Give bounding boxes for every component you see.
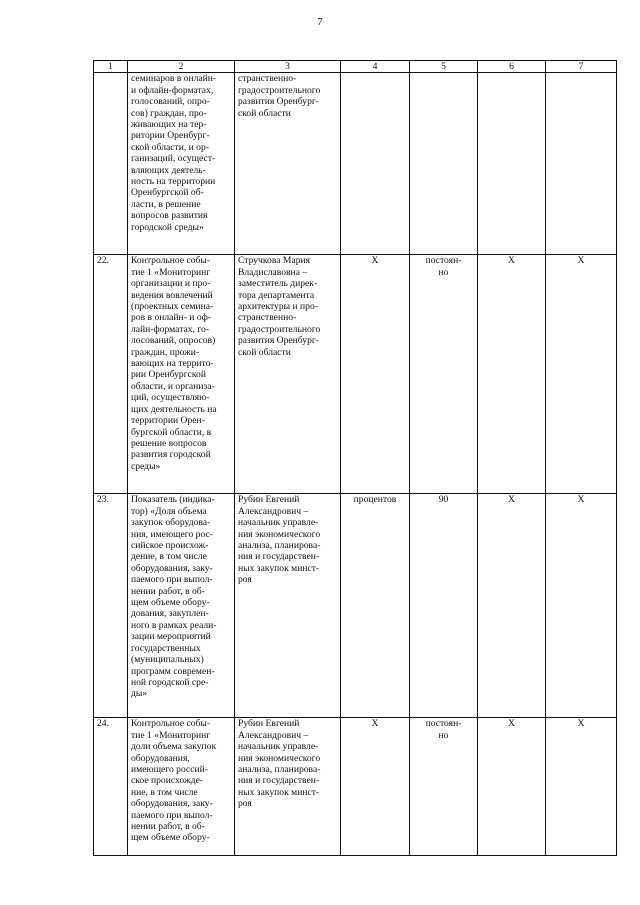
row-col7: X (546, 255, 617, 494)
table-row (94, 73, 617, 255)
row-value (410, 73, 478, 255)
row-description: Показатель (индика- тор) «Доля объема закупок оборудова- ния, имеющего рос- сийское происхож- дение, в том числе оборудования, заку- паемого при выпол- нении работ, в об- щем объеме обору- дования, закуплен- ного в рамках реали- зации мероприятий государственных (муниципальных) программ современ- ной городской сре- ды» (128, 494, 235, 718)
header-cell: 4 (341, 61, 410, 73)
page-number: 7 (317, 16, 323, 28)
row-col6: X (478, 494, 546, 718)
table-row (94, 255, 617, 494)
row-number: 24. (94, 718, 128, 856)
plan-table (93, 60, 617, 856)
row-description: семинаров в онлайн- и офлайн-форматах, голосований, опро- сов) граждан, про- живающих на тер- ритории Оренбург- ской области, и ор- ганизаций, осущест- вляющих деятель- ность на территории Оренбургской об- ласти, в решение вопросов развития городской среды» (128, 73, 235, 255)
row-col6: X (478, 255, 546, 494)
row-col7 (546, 73, 617, 255)
header-cell: 1 (94, 61, 128, 73)
table-row (94, 494, 617, 718)
row-number: 23. (94, 494, 128, 718)
row-responsible: странственно- градостроительного развития Оренбург- ской области (235, 73, 341, 255)
row-col6: X (478, 718, 546, 856)
header-cell: 3 (235, 61, 341, 73)
header-cell: 7 (546, 61, 617, 73)
row-value: 90 (410, 494, 478, 718)
row-value: постоян- но (410, 718, 478, 856)
row-description: Контрольное собы- тие 1 «Мониторинг организации и про- ведения вовлечений (проектных семина- ров в онлайн- и оф- лайн-форматах, го- лосований, опросов) граждан, прожи- вающих на террито- рии Оренбургской области, и организа- ций, осуществляю- щих деятельность на территории Орен- бургской области, в решение вопросов развития городской среды» (128, 255, 235, 494)
row-value: постоян- но (410, 255, 478, 494)
header-cell: 5 (410, 61, 478, 73)
row-col7: X (546, 718, 617, 856)
row-unit: X (341, 718, 410, 856)
row-col7: X (546, 494, 617, 718)
table-row (94, 718, 617, 856)
row-col6 (478, 73, 546, 255)
row-number (94, 73, 128, 255)
row-unit: процентов (341, 494, 410, 718)
header-cell: 2 (128, 61, 235, 73)
row-responsible: Рубин Евгений Александрович – начальник управле- ния экономического анализа, планирова- ния и государствен- ных закупок минст- роя (235, 718, 341, 856)
row-number: 22. (94, 255, 128, 494)
row-responsible: Рубин Евгений Александрович – начальник управле- ния экономического анализа, планирова- ния и государствен- ных закупок минст- роя (235, 494, 341, 718)
header-cell: 6 (478, 61, 546, 73)
row-unit: X (341, 255, 410, 494)
table-header-row (94, 61, 617, 73)
row-responsible: Стручкова Мария Владиславовна – заместитель дирек- тора департамента архитектуры и про- странственно- градостроительного развития Оренбург- ской области (235, 255, 341, 494)
row-description: Контрольное собы- тие 1 «Мониторинг доли объема закупок оборудования, имеющего россий- ское происхожде- ние, в том числе оборудования, заку- паемого при выпол- нении работ, в об- щем объеме обору- (128, 718, 235, 856)
row-unit (341, 73, 410, 255)
